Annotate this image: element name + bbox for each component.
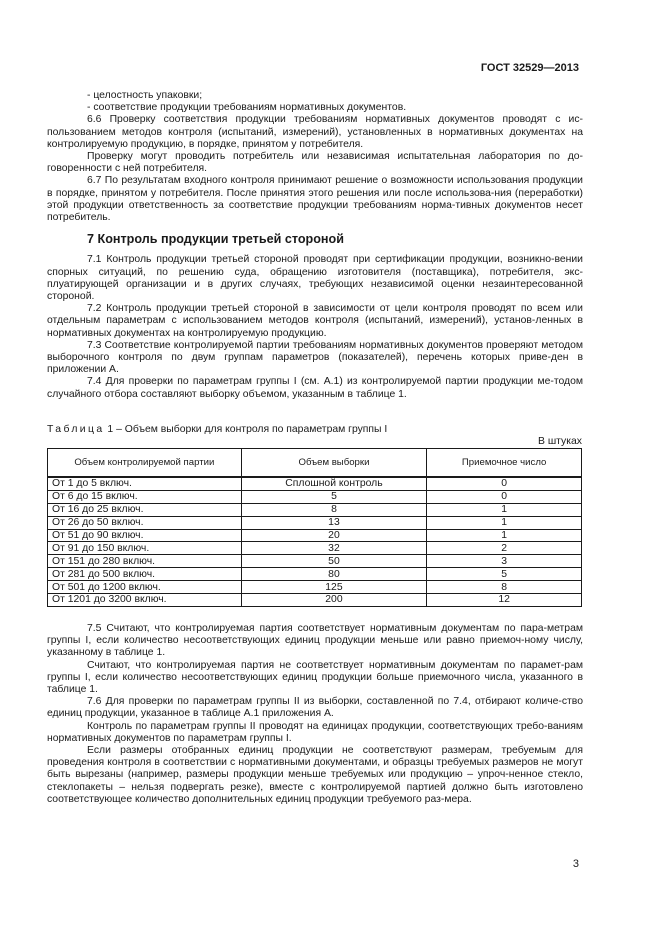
paragraph: 6.7 По результатам входного контроля принимают решение о возможности использования продукции в порядке, принятом у потребителя. После принятия этого решения или после использова-ния (переработки) этой продукции ответственность за соответствие продукции требованиям норма-тивных документов несет потребитель. (47, 175, 583, 224)
table-row (48, 555, 582, 568)
paragraph: 7.1 Контроль продукции третьей стороной проводят при сертификации продукции, возникно-вении спорных ситуаций, по решению суда, обращению изготовителя (поставщика), потребителя, экс-плуатирующей организации и в других случаях, требующих независимой оценки незаинтересованной стороной. (47, 254, 583, 303)
cell-lot-size: От 151 до 280 включ. (48, 555, 242, 568)
cell-sample-size: 13 (241, 516, 427, 529)
page-number: 3 (572, 858, 579, 870)
paragraph: 7.4 Для проверки по параметрам группы I (см. А.1) из контролируемой партии продукции ме-тодом случайного отбора составляют выборку объемом, указанным в таблице 1. (47, 376, 583, 400)
table-caption-title: 1 – Объем выборки для контроля по параметрам группы I (104, 424, 388, 435)
table-caption-label: Таблица (47, 424, 105, 435)
paragraph: Считают, что контролируемая партия не соответствует нормативным документам по парамет-рам группы I, если количество несоответствующих единиц продукции больше приемочного числа, указанного в таблице 1. (47, 659, 583, 696)
paragraph: 7.5 Считают, что контролируемая партия соответствует нормативным документам по пара-метрам группы I, если количество несоответствующих единиц продукции меньше или равно приемоч-ному числу, указанному в таблице 1. (47, 623, 583, 659)
table-row (48, 581, 582, 594)
table-row (48, 568, 582, 581)
cell-acceptance-number: 1 (427, 529, 582, 542)
paragraph: - целостность упаковки; (87, 90, 203, 101)
table-row (48, 529, 582, 542)
text-block-top (47, 90, 583, 401)
text-block-bottom (47, 623, 583, 806)
cell-acceptance-number: 12 (427, 594, 582, 607)
sample-size-table (47, 448, 582, 607)
paragraph: Проверку могут проводить потребитель или независимая испытательная лаборатория по до-говоренности с ней потребителя. (47, 151, 583, 175)
cell-acceptance-number: 8 (427, 581, 582, 594)
cell-sample-size: Сплошной контроль (241, 477, 427, 490)
paragraph: Если размеры отобранных единиц продукции не соответствуют размерам, требуемым для проведения контроля в соответствии с нормативными документами, и образцы требуемых размеров не могут быть вырезаны (например, размеры продукции меньше требуемых или продукцию – упроч-ненное стекло, стеклопакеты – нельзя подвергать резке), вместе с контролируемой партией должно быть изготовлено соответствующее количество дополнительных единиц продукции требуемого раз-мера. (47, 745, 583, 805)
table-row (48, 503, 582, 516)
paragraph: 7.3 Соответствие контролируемой партии требованиям нормативных документов проверяют методом выборочного контроля по двум группам параметров (показателей), перечень которых приве-ден в приложении А. (47, 339, 583, 376)
cell-acceptance-number: 0 (427, 477, 582, 490)
table-row (48, 516, 582, 529)
cell-lot-size: От 281 до 500 включ. (48, 568, 242, 581)
table-row (48, 477, 582, 490)
table-unit: В штуках (538, 436, 582, 447)
cell-acceptance-number: 5 (427, 568, 582, 581)
table-row (48, 594, 582, 607)
cell-sample-size: 20 (241, 529, 427, 542)
cell-sample-size: 125 (241, 581, 427, 594)
paragraph: Контроль по параметрам группы II проводят на единицах продукции, соответствующих требо-ваниям нормативных документов по параметрам группы I. (47, 720, 583, 744)
paragraph: 6.6 Проверку соответствия продукции требованиям нормативных документов проводят с ис-пользованием методов контроля (испытаний, измерений), установленных в нормативных документах на контролируемую продукцию, в порядке, принятом у потребителя. (47, 114, 583, 150)
header-acceptance-number: Приемочное число (427, 449, 582, 478)
cell-lot-size: От 501 до 1200 включ. (48, 581, 242, 594)
header-lot-size: Объем контролируемой партии (48, 449, 242, 478)
cell-lot-size: От 51 до 90 включ. (48, 529, 242, 542)
paragraph: - соответствие продукции требованиям нормативных документов. (87, 102, 407, 114)
cell-sample-size: 5 (241, 490, 427, 503)
table-row (48, 542, 582, 555)
header-sample-size: Объем выборки (241, 449, 427, 478)
section-heading: 7 Контроль продукции третьей стороной (87, 232, 344, 247)
cell-sample-size: 80 (241, 568, 427, 581)
cell-acceptance-number: 1 (427, 503, 582, 516)
table-caption (47, 424, 387, 435)
table-header-row (48, 449, 582, 478)
cell-sample-size: 200 (241, 594, 427, 607)
paragraph: 7.2 Контроль продукции третьей стороной в зависимости от цели контроля проводят по всем или отдельным параметрам с использованием методов контроля (испытаний, измерений), установ-ленных в нормативных документах на контролируемую продукцию. (47, 303, 583, 339)
cell-lot-size: От 6 до 15 включ. (48, 490, 242, 503)
cell-sample-size: 50 (241, 555, 427, 568)
cell-lot-size: От 16 до 25 включ. (48, 503, 242, 516)
cell-sample-size: 8 (241, 503, 427, 516)
document-code: ГОСТ 32529—2013 (480, 62, 579, 74)
cell-lot-size: От 1 до 5 включ. (48, 477, 242, 490)
cell-acceptance-number: 3 (427, 555, 582, 568)
cell-acceptance-number: 1 (427, 516, 582, 529)
table-row (48, 490, 582, 503)
cell-lot-size: От 91 до 150 включ. (48, 542, 242, 555)
cell-lot-size: От 26 до 50 включ. (48, 516, 242, 529)
paragraph: 7.6 Для проверки по параметрам группы II из выборки, составленной по 7.4, отбирают количе-ство единиц продукции, указанное в таблице А.1 приложения А. (47, 696, 583, 720)
cell-acceptance-number: 2 (427, 542, 582, 555)
cell-acceptance-number: 0 (427, 490, 582, 503)
cell-lot-size: От 1201 до 3200 включ. (48, 594, 242, 607)
cell-sample-size: 32 (241, 542, 427, 555)
